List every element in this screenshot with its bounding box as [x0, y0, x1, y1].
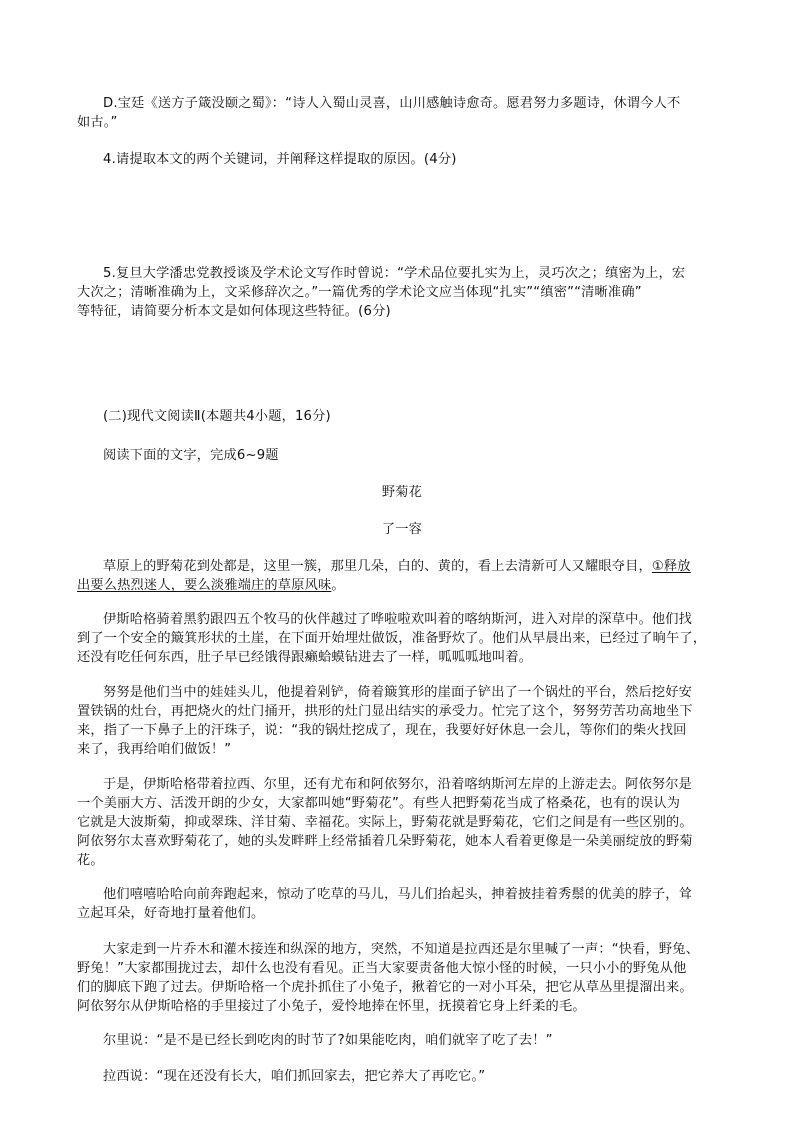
story-paragraph-2-line-1: 伊斯哈格骑着黑豹跟四五个牧马的伙伴越过了哗啦啦欢叫着的喀纳斯河，进入对岸的深草中。他们找	[103, 612, 693, 627]
story-paragraph-3-line-4: 来了，我再给咱们做饭！”	[77, 742, 232, 757]
story-paragraph-4-line-5: 花。	[77, 853, 104, 868]
story-paragraph-2-line-2: 到了一个安全的簸箕形状的土崖，在下面开始埋灶做饭，准备野炊了。他们从早晨出来，已经过了晌午了，	[77, 631, 707, 646]
question-5-line-3: 等特征，请简要分析本文是如何体现这些特征。(6分)	[77, 304, 391, 319]
story-paragraph-5-line-2: 立起耳朵，好奇地打量着他们。	[77, 906, 265, 921]
story-paragraph-6-line-3: 们的脚底下跑了过去。伊斯哈格一个虎扑抓住了小兔子，揪着它的一对小耳朵，把它从草丛里提溜出来。	[77, 980, 693, 995]
story-paragraph-3-line-3: 来，指了一下鼻子上的汗珠子，说：“我的锅灶挖成了，现在，我要好好休息一会儿，等你们的柴火找回	[77, 723, 687, 738]
story-paragraph-4-line-2: 一个美丽大方、活泼开朗的少女，大家都叫她“野菊花”。有些人把野菊花当成了格桑花，也有的误认为	[77, 796, 681, 811]
story-paragraph-4-line-3: 它就是大波斯菊，抑或翠珠、洋甘菊、幸福花。实际上，野菊花就是野菊花，它们之间是有一些区别的。	[77, 815, 693, 830]
story-paragraph-4-line-4: 阿依努尔太喜欢野菊花了，她的头发畔畔上经常插着几朵野菊花，她本人看着更像是一朵美丽绽放的野菊	[77, 834, 693, 849]
underlined-passage-1: ①释放	[651, 559, 691, 574]
story-paragraph-8: 拉西说：“现在还没有长大，咱们抓回家去，把它养大了再吃它。”	[103, 1069, 486, 1084]
story-paragraph-6-line-2: 野兔！”大家都围拢过去，却什么也没有看见。正当大家要责备他大惊小怪的时候，一只小小的野兔从他	[77, 961, 687, 976]
paragraph-1-end: 。	[331, 578, 345, 593]
reading-instruction: 阅读下面的文字，完成6~9题	[103, 448, 279, 463]
story-author: 了一容	[381, 522, 423, 537]
paragraph-1-text: 草原上的野菊花到处都是，这里一簇，那里几朵，白的、黄的，看上去清新可人又耀眼夺目，	[103, 559, 652, 574]
story-paragraph-1-line-2	[77, 576, 727, 596]
story-paragraph-1-line-1	[77, 557, 727, 577]
question-4: 4.请提取本文的两个关键词，并阐释这样提取的原因。(4分)	[103, 152, 457, 167]
question-d-line-1: D.宝廷《送方子箴没颐之蜀》：“诗人入蜀山灵喜，山川感触诗愈奇。愿君努力多题诗，休谓今人不	[103, 96, 681, 111]
story-paragraph-3-line-1: 努努是他们当中的娃娃头儿，他提着剁铲，倚着簸箕形的崖面子铲出了一个锅灶的平台，然后挖好安	[103, 685, 693, 700]
question-5-line-1: 5.复旦大学潘忠党教授谈及学术论文写作时曾说：“学术品位要扎实为上，灵巧次之；缜密为上，宏	[103, 266, 686, 281]
question-d-line-2: 如古。”	[77, 115, 118, 130]
underlined-passage-1-cont: 出要么热烈迷人，要么淡雅端庄的草原风味	[77, 578, 332, 593]
story-paragraph-6-line-1: 大家走到一片乔木和灌木接连和纵深的地方，突然，不知道是拉西还是尔里喊了一声：“快看，野兔、	[103, 942, 700, 957]
story-title: 野菊花	[381, 485, 423, 500]
story-paragraph-6-line-4: 阿依努尔从伊斯哈格的手里接过了小兔子，爱怜地捧在怀里，抚摸着它身上纤柔的毛。	[77, 999, 586, 1014]
story-paragraph-5-line-1: 他们嘻嘻哈哈向前奔跑起来，惊动了吃草的马儿，马儿们抬起头，抻着披挂着秀鬃的优美的脖子，耸	[103, 887, 693, 902]
story-paragraph-4-line-1: 于是，伊斯哈格带着拉西、尔里，还有尤布和阿依努尔，沿着喀纳斯河左岸的上游走去。阿依努尔是	[103, 777, 693, 792]
section-heading: (二)现代文阅读Ⅱ(本题共4小题，16分)	[103, 409, 331, 424]
story-paragraph-3-line-2: 置铁锅的灶台，再把烧火的灶门捅开，拱形的灶门显出结实的承受力。忙完了这个，努努劳苦功高地坐下	[77, 704, 693, 719]
story-paragraph-2-line-3: 还没有吃任何东西，肚子早已经饿得跟癞蛤蟆钻进去了一样，呱呱呱地叫着。	[77, 650, 533, 665]
story-paragraph-7: 尔里说：“是不是已经长到吃肉的时节了?如果能吃肉，咱们就宰了吃了去！”	[103, 1033, 553, 1048]
question-5-line-2: 大次之；清晰准确为上，文采修辞次之。”一篇优秀的学术论文应当体现“扎实”“缜密”“清晰准确”	[77, 285, 642, 300]
